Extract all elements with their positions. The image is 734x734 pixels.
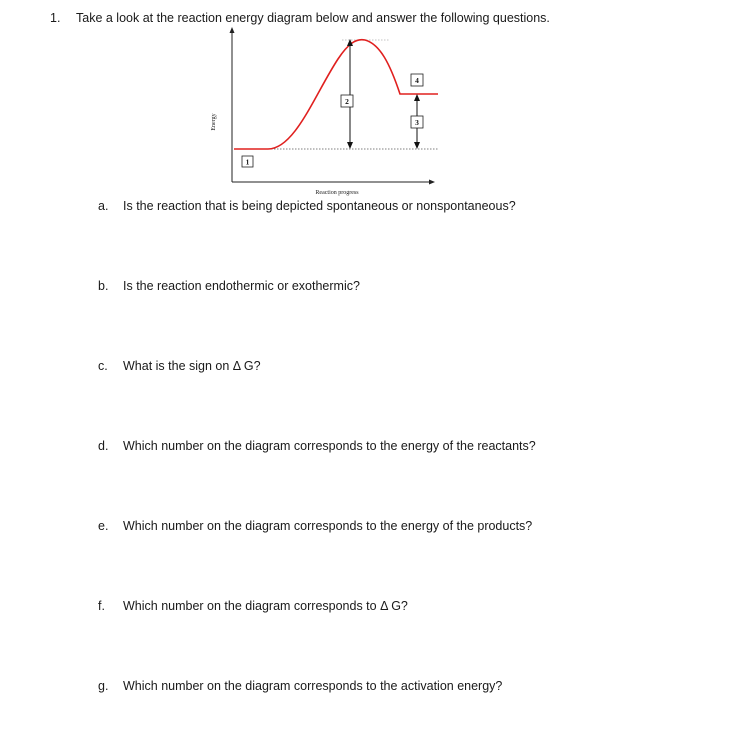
marker-1-label: 1 <box>245 157 250 167</box>
subquestion-letter: g. <box>98 679 109 693</box>
marker-4-label: 4 <box>415 76 419 85</box>
subquestion-letter: f. <box>98 599 105 613</box>
subquestion-letter: c. <box>98 359 108 373</box>
subquestion-text: Is the reaction endothermic or exothermic? <box>123 279 360 293</box>
subquestion-text: Which number on the diagram corresponds to the energy of the products? <box>123 519 533 533</box>
x-axis-arrowhead <box>429 180 435 185</box>
question-number: 1. <box>50 11 61 25</box>
subquestion-text: Which number on the diagram corresponds to Δ G? <box>123 599 408 613</box>
marker-2-label: 2 <box>345 97 349 106</box>
subquestion-letter: a. <box>98 199 109 213</box>
marker-3-label: 3 <box>415 118 419 127</box>
question-prompt: Take a look at the reaction energy diagram below and answer the following questions. <box>76 11 550 25</box>
subquestion-letter: e. <box>98 519 109 533</box>
subquestion-letter: d. <box>98 439 109 453</box>
subquestion-text: Which number on the diagram corresponds to the activation energy? <box>123 679 503 693</box>
arrow-3-bottom-head <box>414 142 420 149</box>
subquestion-text: Which number on the diagram corresponds to the energy of the reactants? <box>123 439 536 453</box>
arrow-2-bottom-head <box>347 142 353 149</box>
energy-curve <box>234 40 438 149</box>
y-axis-label: Energy <box>211 113 217 131</box>
subquestion-text: Is the reaction that is being depicted spontaneous or nonspontaneous? <box>123 199 516 213</box>
y-axis-arrowhead <box>230 27 235 33</box>
arrow-3-top-head <box>414 94 420 101</box>
x-axis-label: Reaction progress <box>315 190 359 196</box>
subquestion-letter: b. <box>98 279 109 293</box>
subquestion-text: What is the sign on Δ G? <box>123 359 261 373</box>
reaction-energy-diagram <box>190 24 450 200</box>
